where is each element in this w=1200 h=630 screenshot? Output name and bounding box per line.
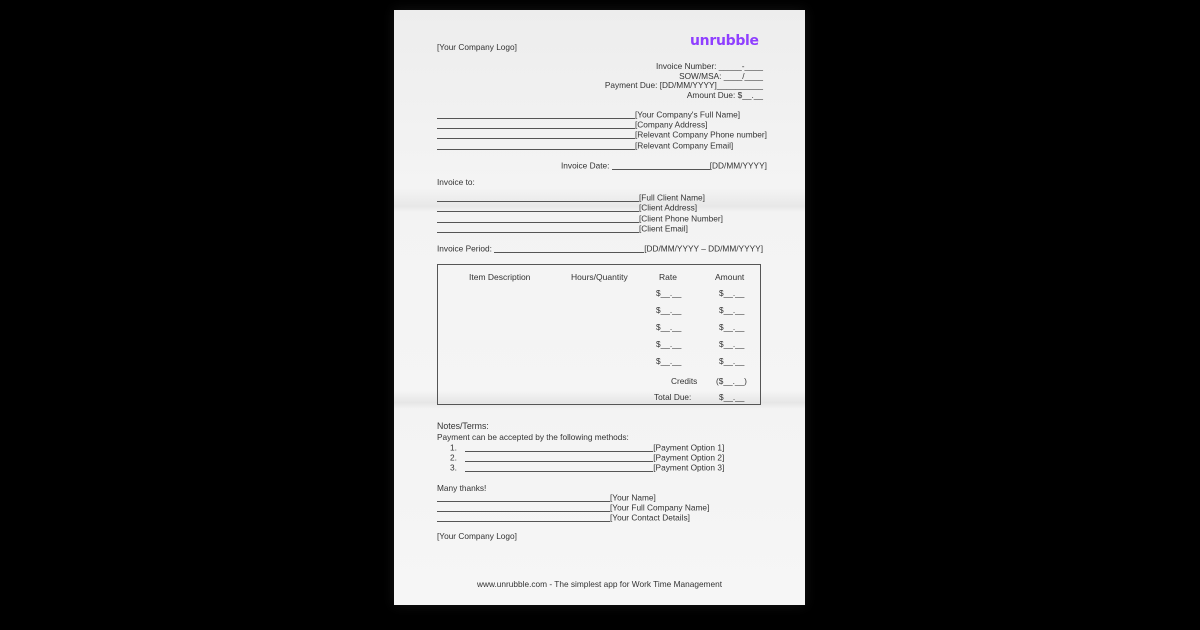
- blank-line: [437, 141, 635, 150]
- payment-due: Payment Due: [DD/MM/YYYY]__________: [604, 80, 763, 90]
- payment-option: [450, 453, 724, 462]
- client-email-label: [Client Email]: [639, 223, 688, 234]
- invoice-to-label: Invoice to:: [437, 177, 475, 187]
- sign-line: [437, 513, 690, 523]
- credits-value: ($__.__): [716, 376, 747, 386]
- blank-line: [437, 224, 639, 233]
- client-line: [437, 214, 723, 224]
- row-amount: $__.__: [719, 356, 745, 366]
- invoice-date-row: [561, 161, 767, 170]
- client-line: [437, 203, 697, 213]
- blank-line: [437, 130, 635, 139]
- header-rate: Rate: [659, 272, 677, 282]
- sow-msa: SOW/MSA: ____/____: [679, 71, 763, 81]
- notes-title: Notes/Terms:: [437, 421, 489, 431]
- items-table: [437, 264, 761, 405]
- blank-line: [465, 463, 653, 472]
- invoice-date-label: Invoice Date:: [561, 160, 610, 171]
- payment-option: [450, 463, 724, 472]
- blank-line: [437, 110, 635, 119]
- blank-line: [465, 443, 653, 452]
- client-address-label: [Client Address]: [639, 202, 698, 213]
- invoice-number: Invoice Number: _____-____: [655, 61, 763, 71]
- header-hours-quantity: Hours/Quantity: [571, 272, 628, 282]
- amount-due: Amount Due: $__.__: [686, 90, 763, 100]
- credits-label: Credits: [671, 376, 698, 386]
- row-amount: $__.__: [719, 305, 745, 315]
- option-label: [Payment Option 1]: [653, 442, 725, 453]
- client-line: [437, 224, 688, 234]
- total-due-value: $__.__: [719, 392, 745, 402]
- invoice-period-value: [DD/MM/YYYY – DD/MM/YYYY]: [644, 243, 763, 254]
- blank-line: [437, 493, 610, 502]
- invoice-date-value: [DD/MM/YYYY]: [709, 160, 767, 171]
- blank-line: [437, 513, 610, 522]
- thanks-text: Many thanks!: [437, 483, 487, 493]
- company-name-label: [Your Company's Full Name]: [635, 109, 741, 120]
- header-amount: Amount: [715, 272, 745, 282]
- option-label: [Payment Option 3]: [653, 462, 725, 473]
- payment-intro: Payment can be accepted by the following methods:: [437, 432, 629, 442]
- your-company-label: [Your Full Company Name]: [610, 502, 710, 513]
- blank-line: [465, 453, 653, 462]
- company-line: [437, 141, 733, 151]
- sign-line: [437, 503, 709, 513]
- invoice-period-row: [437, 244, 763, 253]
- row-amount: $__.__: [719, 322, 745, 332]
- header-item-description: Item Description: [469, 272, 531, 282]
- row-rate: $__.__: [656, 288, 682, 298]
- client-line: [437, 193, 705, 203]
- blank-line: [437, 203, 639, 212]
- client-name-label: [Full Client Name]: [639, 192, 705, 203]
- blank-line: [437, 193, 639, 202]
- footer-text: www.unrubble.com - The simplest app for Work Time Management: [476, 579, 722, 589]
- option-number: 1.: [450, 442, 457, 453]
- blank-line: [612, 161, 710, 170]
- row-amount: $__.__: [719, 339, 745, 349]
- sign-line: [437, 493, 656, 503]
- logo-placeholder-bottom: [Your Company Logo]: [437, 531, 517, 541]
- invoice-document: [394, 10, 805, 605]
- company-line: [437, 120, 707, 130]
- row-amount: $__.__: [719, 288, 745, 298]
- row-rate: $__.__: [656, 339, 682, 349]
- option-number: 3.: [450, 462, 457, 473]
- company-line: [437, 130, 767, 140]
- row-rate: $__.__: [656, 305, 682, 315]
- blank-line: [437, 120, 635, 129]
- option-number: 2.: [450, 452, 457, 463]
- brand-logo: unrubble: [690, 33, 759, 49]
- company-email-label: [Relevant Company Email]: [635, 140, 734, 151]
- option-label: [Payment Option 2]: [653, 452, 725, 463]
- logo-placeholder-top: [Your Company Logo]: [437, 42, 517, 52]
- row-rate: $__.__: [656, 322, 682, 332]
- company-line: [437, 110, 740, 120]
- blank-line: [437, 503, 610, 512]
- blank-line: [437, 214, 639, 223]
- blank-line: [494, 244, 644, 253]
- company-address-label: [Company Address]: [635, 119, 708, 130]
- total-due-label: Total Due:: [654, 392, 692, 402]
- row-rate: $__.__: [656, 356, 682, 366]
- invoice-period-label: Invoice Period:: [437, 243, 492, 254]
- your-contact-label: [Your Contact Details]: [610, 512, 690, 523]
- your-name-label: [Your Name]: [610, 492, 656, 503]
- company-phone-label: [Relevant Company Phone number]: [635, 129, 767, 140]
- client-phone-label: [Client Phone Number]: [639, 213, 723, 224]
- payment-option: [450, 443, 724, 452]
